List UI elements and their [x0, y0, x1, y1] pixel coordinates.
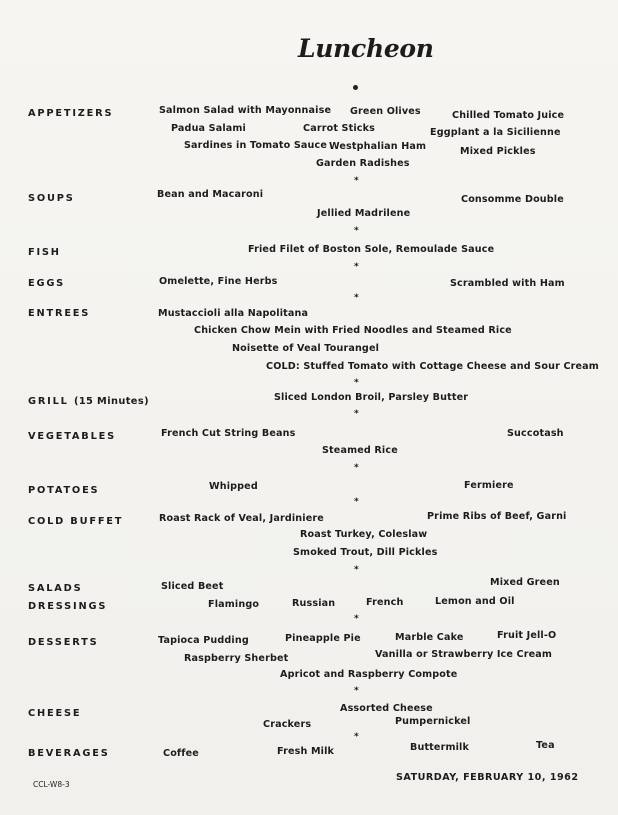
menu-item: French [366, 597, 404, 608]
menu-item: Crackers [263, 719, 312, 730]
section-beverages: BEVERAGES [28, 748, 110, 759]
menu-item: Russian [292, 598, 336, 609]
menu-item: Flamingo [208, 599, 260, 610]
menu-item: Fermiere [464, 480, 514, 491]
menu-item: Chicken Chow Mein with Fried Noodles and Steamed Rice [194, 325, 512, 336]
menu-item: Whipped [209, 481, 258, 492]
menu-item: Mustaccioli alla Napolitana [158, 308, 309, 319]
section-cheese: CHEESE [28, 708, 82, 719]
menu-item: Eggplant a la Sicilienne [430, 127, 561, 138]
menu-item: Bean and Macaroni [157, 189, 264, 200]
section-desserts: DESSERTS [28, 637, 99, 648]
separator-star: * [354, 565, 359, 575]
menu-code: CCL-W8-3 [33, 780, 70, 789]
separator-star: * [354, 614, 359, 624]
separator-star: * [354, 226, 359, 236]
menu-item: Sardines in Tomato Sauce [184, 140, 327, 151]
separator-star: * [354, 463, 359, 473]
menu-item: Mixed Pickles [460, 146, 536, 157]
separator-star: * [354, 409, 359, 419]
menu-item: Buttermilk [410, 742, 470, 753]
separator-star: * [354, 293, 359, 303]
menu-item: Smoked Trout, Dill Pickles [293, 547, 438, 558]
section-grill-label: GRILL [28, 396, 69, 407]
separator-star: * [354, 378, 359, 388]
page-title: Luncheon [298, 34, 434, 63]
section-grill-note: (15 Minutes) [73, 396, 149, 407]
separator-star: * [354, 732, 359, 742]
menu-item: Raspberry Sherbet [184, 653, 289, 664]
menu-item: Lemon and Oil [435, 596, 515, 607]
section-salads: SALADS [28, 583, 83, 594]
menu-item: Tapioca Pudding [158, 635, 249, 646]
menu-item: Chilled Tomato Juice [452, 110, 565, 121]
section-eggs: EGGS [28, 278, 66, 289]
menu-item: Vanilla or Strawberry Ice Cream [375, 649, 553, 660]
menu-item: Noisette of Veal Tourangel [232, 343, 380, 354]
menu-item: Roast Turkey, Coleslaw [300, 529, 428, 540]
menu-item: Sliced Beet [161, 581, 224, 592]
menu-item: French Cut String Beans [161, 428, 296, 439]
section-grill [28, 396, 149, 407]
section-entrees: ENTREES [28, 308, 91, 319]
menu-item: Fresh Milk [277, 746, 335, 757]
section-fish: FISH [28, 247, 61, 258]
menu-item: Succotash [507, 428, 564, 439]
menu-item: Marble Cake [395, 632, 464, 643]
menu-date: SATURDAY, FEBRUARY 10, 1962 [396, 772, 579, 783]
menu-item: Westphalian Ham [329, 141, 427, 152]
menu-item: Jellied Madrilene [317, 208, 411, 219]
menu-item: Mixed Green [490, 577, 560, 588]
menu-item: Tea [536, 740, 555, 751]
section-appetizers: APPETIZERS [28, 108, 114, 119]
menu-item: Garden Radishes [316, 158, 410, 169]
menu-item: Salmon Salad with Mayonnaise [159, 105, 332, 116]
menu-item: Assorted Cheese [340, 703, 433, 714]
separator-star: * [354, 497, 359, 507]
title-dot [353, 85, 358, 90]
menu-item: Fruit Jell-O [497, 630, 557, 641]
menu-item: COLD: Stuffed Tomato with Cottage Cheese and Sour Cream [266, 361, 599, 372]
menu-item: Fried Filet of Boston Sole, Remoulade Sauce [248, 244, 495, 255]
menu-item: Carrot Sticks [303, 123, 376, 134]
menu-item: Consomme Double [461, 194, 564, 205]
menu-item: Padua Salami [171, 123, 246, 134]
menu-item: Prime Ribs of Beef, Garni [427, 511, 567, 522]
section-cold-buffet: COLD BUFFET [28, 516, 124, 527]
menu-item: Steamed Rice [322, 445, 398, 456]
menu-item: Omelette, Fine Herbs [159, 276, 278, 287]
menu-item: Pumpernickel [395, 716, 471, 727]
menu-item: Coffee [163, 748, 199, 759]
menu-item: Pineapple Pie [285, 633, 361, 644]
menu-item: Green Olives [350, 106, 421, 117]
section-soups: SOUPS [28, 193, 75, 204]
separator-star: * [354, 176, 359, 186]
menu-item: Roast Rack of Veal, Jardiniere [159, 513, 324, 524]
menu-item: Scrambled with Ham [450, 278, 565, 289]
section-dressings: DRESSINGS [28, 601, 108, 612]
menu-item: Apricot and Raspberry Compote [280, 669, 458, 680]
menu-item: Sliced London Broil, Parsley Butter [274, 392, 469, 403]
separator-star: * [354, 262, 359, 272]
section-vegetables: VEGETABLES [28, 431, 116, 442]
separator-star: * [354, 686, 359, 696]
section-potatoes: POTATOES [28, 485, 100, 496]
